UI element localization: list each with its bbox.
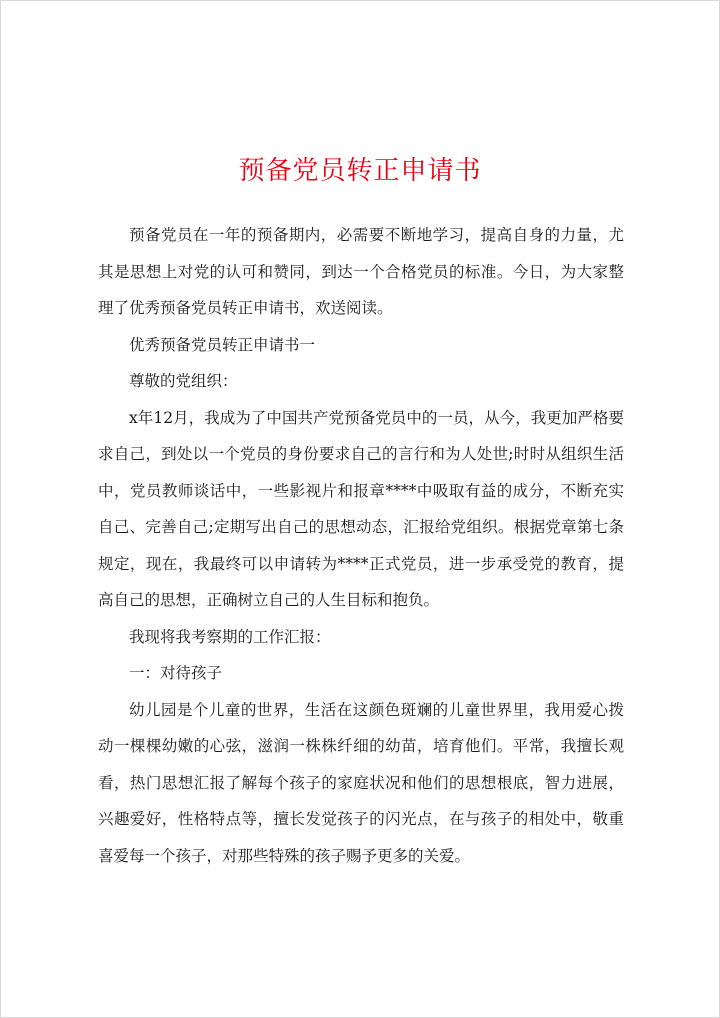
paragraph-report-intro: 我现将我考察期的工作汇报：: [129, 627, 331, 646]
document-body: [98, 217, 624, 874]
paragraph-body-2: 幼儿园是个儿童的世界，生活在这颜色斑斓的儿童世界里，我用爱心拨动一棵棵幼嫩的心弦，滋润一株株纤细的幼苗，培育他们。平常，我擅长观看，热门思想汇报了解每个孩子的家庭状况和他们的思想根底，智力进展，兴趣爱好，性格特点等，擅长发觉孩子的闪光点，在与孩子的相处中，敬重喜爱每一个孩子，对那些特殊的孩子赐予更多的关爱。: [98, 700, 624, 865]
paragraph-intro: 预备党员在一年的预备期内，必需要不断地学习，提高自身的力量，尤其是思想上对党的认可和赞同，到达一个合格党员的标准。今日，为大家整理了优秀预备党员转正申请书，欢送阅读。: [98, 226, 624, 317]
paragraph-salutation: 尊敬的党组织：: [129, 372, 238, 390]
paragraph-section-heading: 一：对待孩子: [129, 664, 223, 682]
paragraph-body-1: x年12月，我成为了中国共产党预备党员中的一员，从今，我更加严格要求自己，到处以一个党员的身份要求自己的言行和为人处世;时时从组织生活中，党员教师谈话中，一些影视片和报章****中吸取有益的成分，不断充实自己、完善自己;定期写出自己的思想动态，汇报给党组织。根据党章第七条规定，现在，我最终可以申请转为****正式党员，进一步承受党的教育，提高自己的思想，正确树立自己的人生目标和抱负。: [98, 408, 624, 609]
paragraph-subtitle: 优秀预备党员转正申请书一: [129, 335, 316, 354]
document-title: 预备党员转正申请书: [238, 156, 482, 186]
